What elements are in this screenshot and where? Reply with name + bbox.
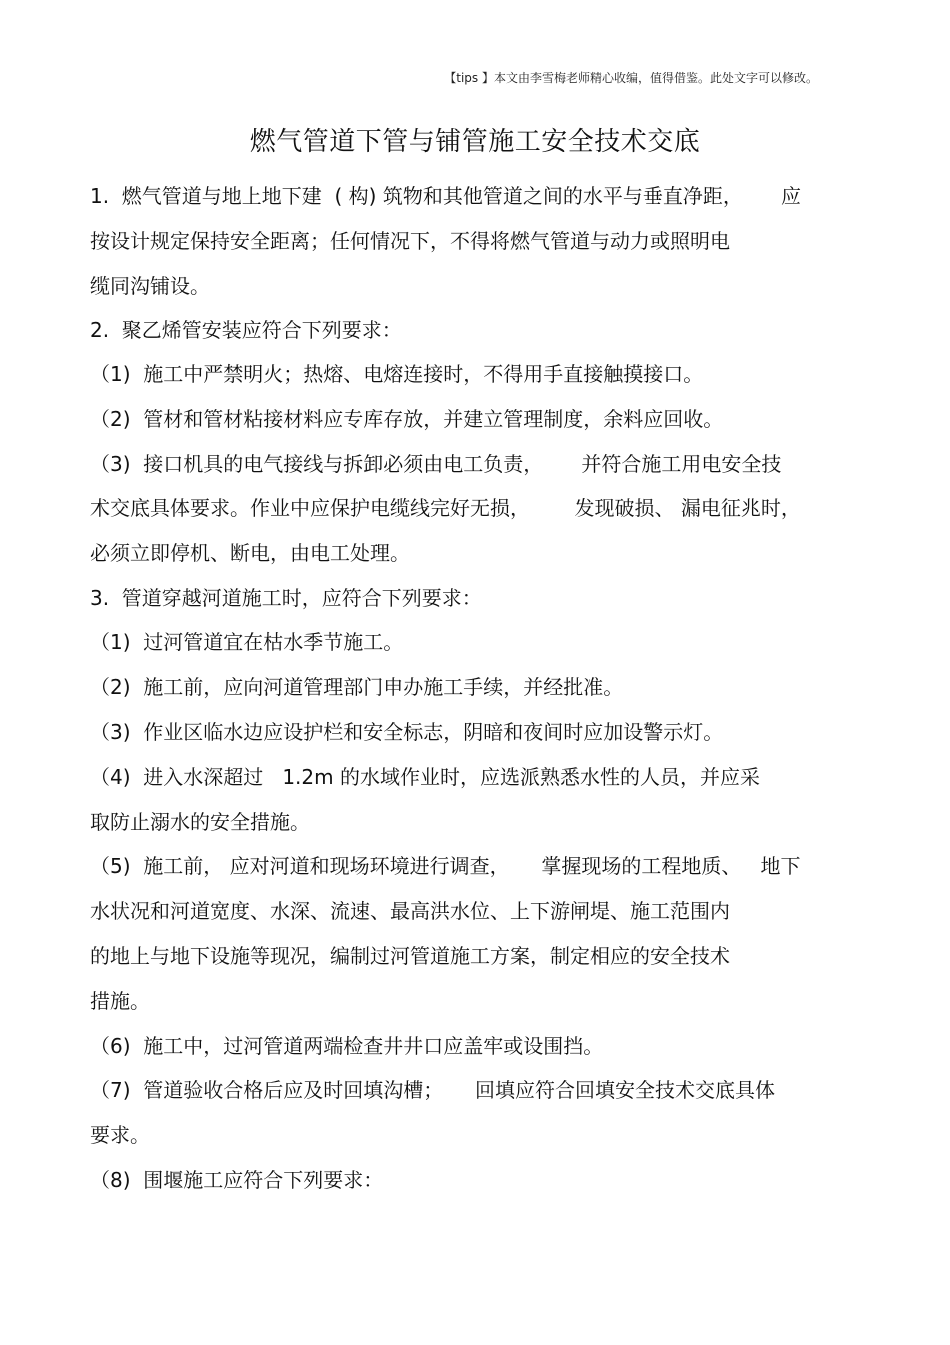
body-line: 缆同沟铺设。 — [90, 274, 210, 298]
body-line: （3) 接口机具的电气接线与拆卸必须由电工负责， 并符合施工用电安全技 — [90, 452, 782, 476]
body-line: 的地上与地下设施等现况，编制过河管道施工方案，制定相应的安全技术 — [90, 944, 730, 968]
tips-note: 【tips 】本文由李雪梅老师精心收编，值得借鉴。此处文字可以修改。 — [444, 71, 818, 85]
body-line: （2) 管材和管材粘接材料应专库存放，并建立管理制度，余料应回收。 — [90, 407, 724, 431]
document-title: 燃气管道下管与铺管施工安全技术交底 — [249, 127, 701, 157]
body-line: 必须立即停机、断电，由电工处理。 — [90, 541, 410, 565]
body-line: （7) 管道验收合格后应及时回填沟槽； 回填应符合回填安全技术交底具体 — [90, 1078, 776, 1102]
body-line: 按设计规定保持安全距离；任何情况下，不得将燃气管道与动力或照明电 — [90, 229, 730, 253]
body-line: 取防止溺水的安全措施。 — [90, 810, 310, 834]
body-line: （5) 施工前， 应对河道和现场环境进行调查， 掌握现场的工程地质、 地下 — [90, 854, 801, 878]
body-line: 1. 燃气管道与地上地下建 ( 构) 筑物和其他管道之间的水平与垂直净距， 应 — [90, 184, 801, 208]
body-line: 2. 聚乙烯管安装应符合下列要求： — [90, 318, 402, 342]
body-line: （8) 围堰施工应符合下列要求： — [90, 1168, 384, 1192]
body-line: 水状况和河道宽度、水深、流速、最高洪水位、上下游闸堤、施工范围内 — [90, 899, 730, 923]
body-line: （2) 施工前，应向河道管理部门申办施工手续，并经批准。 — [90, 675, 624, 699]
body-line: 术交底具体要求。作业中应保护电缆线完好无损， 发现破损、 漏电征兆时， — [90, 496, 801, 520]
body-line: （1) 施工中严禁明火；热熔、电熔连接时，不得用手直接触摸接口。 — [90, 362, 704, 386]
body-line: （6) 施工中，过河管道两端检查井井口应盖牢或设围挡。 — [90, 1034, 604, 1058]
body-line: （3) 作业区临水边应设护栏和安全标志，阴暗和夜间时应加设警示灯。 — [90, 720, 724, 744]
body-line: 3. 管道穿越河道施工时，应符合下列要求： — [90, 586, 482, 610]
body-line: （4) 进入水深超过 1.2m 的水域作业时，应选派熟悉水性的人员，并应采 — [90, 765, 760, 789]
body-line: 要求。 — [90, 1123, 150, 1147]
body-line: （1) 过河管道宜在枯水季节施工。 — [90, 630, 404, 654]
body-line: 措施。 — [90, 989, 150, 1013]
